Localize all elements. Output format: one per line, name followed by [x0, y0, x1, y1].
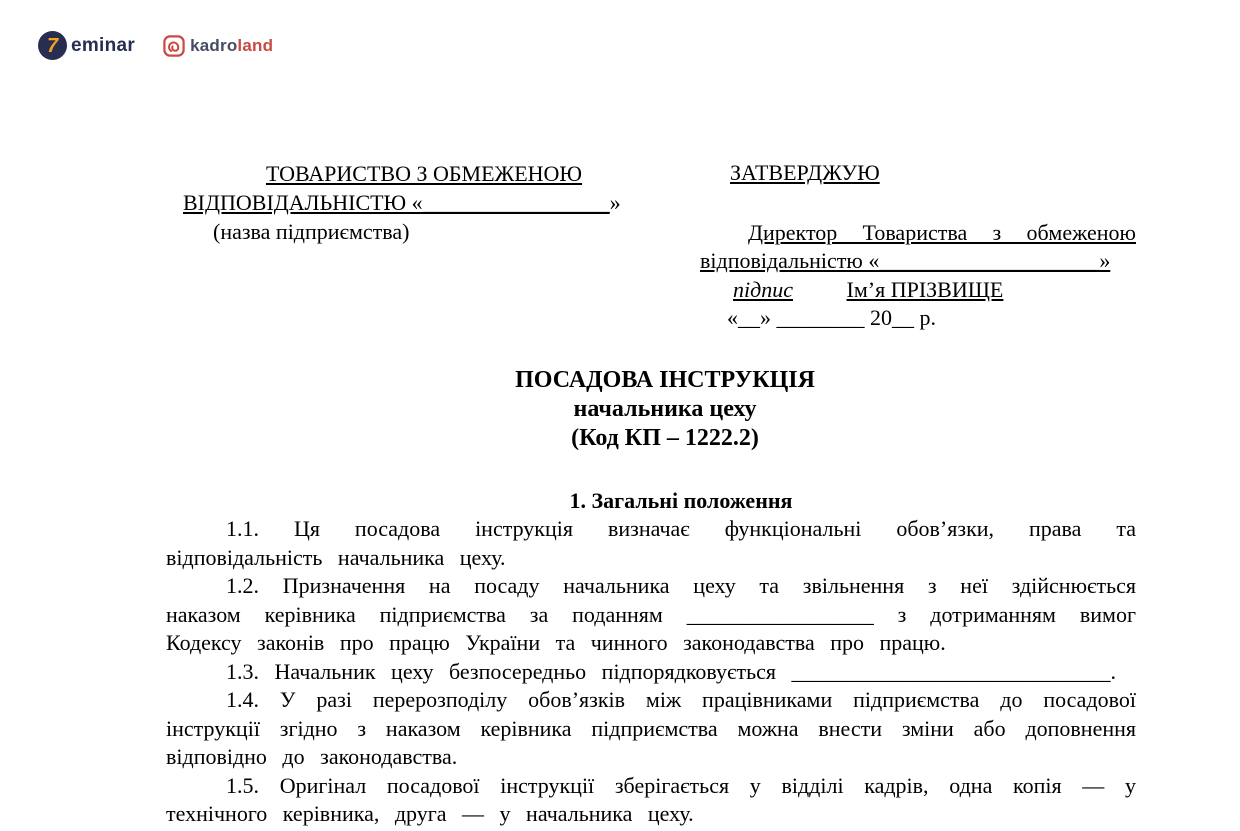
paragraph-1-2: 1.2. Призначення на посаду начальника цеху та звільнення з неї здійснюється наказом керівника підприємства за поданням _________________ з дотриманням вимог Кодексу законів про працю України та чинного законодавства про працю.	[166, 573, 1136, 655]
seminar-logo-digit: 7	[46, 34, 59, 57]
company-name-blank: ВІДПОВІДАЛЬНІСТЮ «_________________	[183, 190, 610, 215]
company-name-caption: (назва підприємства)	[213, 219, 410, 244]
name-caption: Ім’я ПРІЗВИЩЕ	[846, 276, 1004, 302]
seminar-logo-icon	[38, 31, 67, 60]
company-name-line1: ТОВАРИСТВО З ОБМЕЖЕНОЮ	[265, 161, 583, 186]
document-title-line2: начальника цеху	[573, 396, 757, 422]
signature-caption: підпис	[733, 276, 794, 302]
document-title-line1: ПОСАДОВА ІНСТРУКЦІЯ	[515, 367, 815, 393]
company-name-closing-quote: »	[609, 190, 621, 215]
paragraph-1-1: 1.1. Ця посадова інструкція визначає функціональні обов’язки, права та відповідальність начальника цеху.	[166, 516, 1136, 570]
logo-bar	[38, 31, 273, 60]
document-title-line3: (Код КП – 1222.2)	[571, 425, 759, 451]
kadroland-text-land: land	[237, 35, 274, 55]
approve-date-line: «__» ________ 20__ р.	[727, 305, 936, 330]
seminar-logo[interactable]	[38, 31, 135, 60]
paragraph-1-3: 1.3. Начальник цеху безпосередньо підпорядковується _____________________________.	[226, 658, 1117, 684]
seminar-logo-text: eminar	[71, 34, 136, 56]
approve-label: ЗАТВЕРДЖУЮ	[730, 160, 880, 185]
paragraph-1-4: 1.4. У разі перерозподілу обов’язків між працівниками підприємства до посадової інструкції згідно з наказом керівника підприємства можна внести зміни або доповнення відповідно до законодавства.	[166, 687, 1136, 769]
approve-director-line: Директор Товариства з обмеженою відповідальністю «____________________»	[700, 219, 1136, 273]
kadroland-logo-text	[190, 36, 273, 56]
approval-block	[700, 159, 1136, 333]
approve-signature-row	[733, 276, 1136, 305]
document-title	[166, 366, 1136, 453]
kadroland-text-kadro: kadro	[190, 35, 238, 55]
document-body	[166, 366, 1136, 829]
section-1-heading: 1. Загальні положення	[569, 488, 793, 513]
kadroland-logo[interactable]	[163, 35, 273, 57]
company-name-line2	[183, 188, 665, 217]
kadroland-paperclip-icon	[163, 35, 185, 57]
paragraph-1-5: 1.5. Оригінал посадової інструкції зберігається у відділі кадрів, одна копія — у технічного керівника, друга — у начальника цеху.	[166, 772, 1136, 826]
company-name-block	[183, 159, 665, 246]
